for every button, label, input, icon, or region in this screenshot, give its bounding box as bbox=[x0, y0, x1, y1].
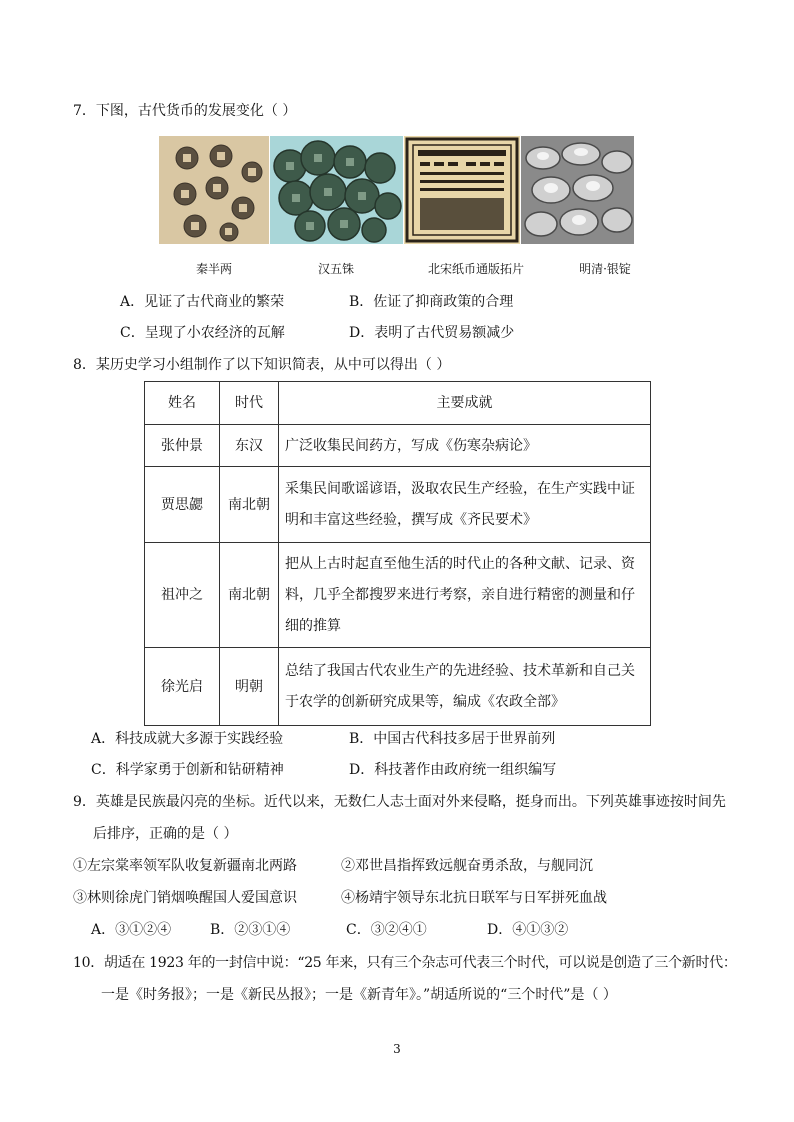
qin-banliang-coins-image bbox=[159, 136, 269, 244]
table-cell-name: 贾思勰 bbox=[145, 467, 220, 543]
q9-item-3: ③林则徐虎门销烟唤醒国人爱国意识 bbox=[73, 890, 297, 906]
q7-option-c: C．呈现了小农经济的瓦解 bbox=[120, 325, 285, 341]
table-cell-name: 徐光启 bbox=[145, 648, 220, 726]
q7-option-a: A．见证了古代商业的繁荣 bbox=[120, 294, 285, 310]
achievement-line: 广泛收集民间药方，写成《伤寒杂病论》 bbox=[285, 437, 537, 454]
q9-stem-line1: 9．英雄是民族最闪亮的坐标。近代以来，无数仁人志士面对外来侵略，挺身而出。下列英雄事迹按时间先 bbox=[73, 794, 726, 810]
table-cell-achievement bbox=[279, 467, 651, 543]
banknote-icon bbox=[404, 136, 520, 244]
caption-song-paper-money: 北宋纸币通版拓片 bbox=[427, 262, 524, 276]
coin-pile-icon bbox=[270, 136, 403, 244]
q10-stem-line2: 一是《时务报》；一是《新民丛报》；一是《新青年》。”胡适所说的“三个时代”是（ ） bbox=[101, 987, 617, 1003]
q7-option-b: B．佐证了抑商政策的合理 bbox=[349, 294, 514, 310]
q8-option-c: C．科学家勇于创新和钻研精神 bbox=[91, 762, 284, 778]
table-header-name: 姓名 bbox=[145, 382, 220, 425]
q9-item-1: ①左宗棠率领军队收复新疆南北两路 bbox=[73, 858, 297, 874]
q9-item-4: ④杨靖宇领导东北抗日联军与日军拼死血战 bbox=[341, 890, 607, 906]
q9-option-a: A．③①②④ bbox=[91, 922, 172, 938]
achievement-line: 把从上古时起直至他生活的时代止的各种文献、记录、资 bbox=[285, 555, 635, 572]
q8-option-a: A．科技成就大多源于实践经验 bbox=[91, 731, 284, 747]
achievement-line: 明和丰富这些经验，撰写成《齐民要术》 bbox=[285, 511, 537, 528]
knowledge-table bbox=[144, 381, 651, 726]
achievement-line: 采集民间歌谣谚语，汲取农民生产经验，在生产实践中证 bbox=[285, 480, 635, 497]
table-header-achievement: 主要成就 bbox=[279, 382, 651, 425]
table-cell-name: 祖冲之 bbox=[145, 543, 220, 648]
q7-option-d: D．表明了古代贸易额减少 bbox=[349, 325, 515, 341]
q9-option-c: C．③②④① bbox=[346, 922, 427, 938]
song-paper-money-rubbing-image bbox=[404, 136, 520, 244]
q8-option-b: B．中国古代科技多居于世界前列 bbox=[349, 731, 556, 747]
q9-stem-line2: 后排序，正确的是（ ） bbox=[93, 826, 238, 842]
table-row bbox=[145, 467, 651, 543]
q9-item-2: ②邓世昌指挥致远舰奋勇杀敌，与舰同沉 bbox=[341, 858, 593, 874]
table-cell-era: 南北朝 bbox=[220, 467, 279, 543]
caption-han-wuzhu: 汉五铢 bbox=[317, 262, 354, 276]
table-row bbox=[145, 425, 651, 467]
table-cell-achievement bbox=[279, 543, 651, 648]
caption-qin-banliang: 秦半两 bbox=[195, 262, 232, 276]
q8-option-d: D．科技著作由政府统一组织编写 bbox=[349, 762, 557, 778]
table-cell-achievement bbox=[279, 648, 651, 726]
table-header-era: 时代 bbox=[220, 382, 279, 425]
table-cell-name: 张仲景 bbox=[145, 425, 220, 467]
table-cell-era: 南北朝 bbox=[220, 543, 279, 648]
silver-ingots-image bbox=[521, 136, 634, 244]
q8-stem: 8．某历史学习小组制作了以下知识简表，从中可以得出（ ） bbox=[73, 357, 451, 373]
achievement-line: 细的推算 bbox=[285, 617, 341, 634]
q10-stem-line1: 10．胡适在 1923 年的一封信中说：“25 年来，只有三个杂志可代表三个时代，可以说是创造了三个新时代： bbox=[73, 955, 737, 971]
table-row bbox=[145, 648, 651, 726]
han-wuzhu-coins-image bbox=[270, 136, 403, 244]
table-row bbox=[145, 543, 651, 648]
page-number: 3 bbox=[393, 1042, 401, 1056]
table-cell-era: 明朝 bbox=[220, 648, 279, 726]
q9-option-b: B．②③①④ bbox=[210, 922, 291, 938]
table-header-row bbox=[145, 382, 651, 425]
table-cell-era: 东汉 bbox=[220, 425, 279, 467]
achievement-line: 于农学的创新研究成果等，编成《农政全部》 bbox=[285, 693, 565, 710]
achievement-line: 料，几乎全都搜罗来进行考察，亲自进行精密的测量和仔 bbox=[285, 586, 635, 603]
coin-icon bbox=[159, 136, 269, 244]
q7-stem: 7．下图，古代货币的发展变化（ ） bbox=[73, 103, 297, 119]
silver-ingot-icon bbox=[521, 136, 634, 244]
table-cell-achievement bbox=[279, 425, 651, 467]
q9-option-d: D．④①③② bbox=[487, 922, 569, 938]
achievement-line: 总结了我国古代农业生产的先进经验、技术革新和自己关 bbox=[285, 662, 635, 679]
caption-silver-ingot: 明清·银锭 bbox=[579, 262, 631, 276]
